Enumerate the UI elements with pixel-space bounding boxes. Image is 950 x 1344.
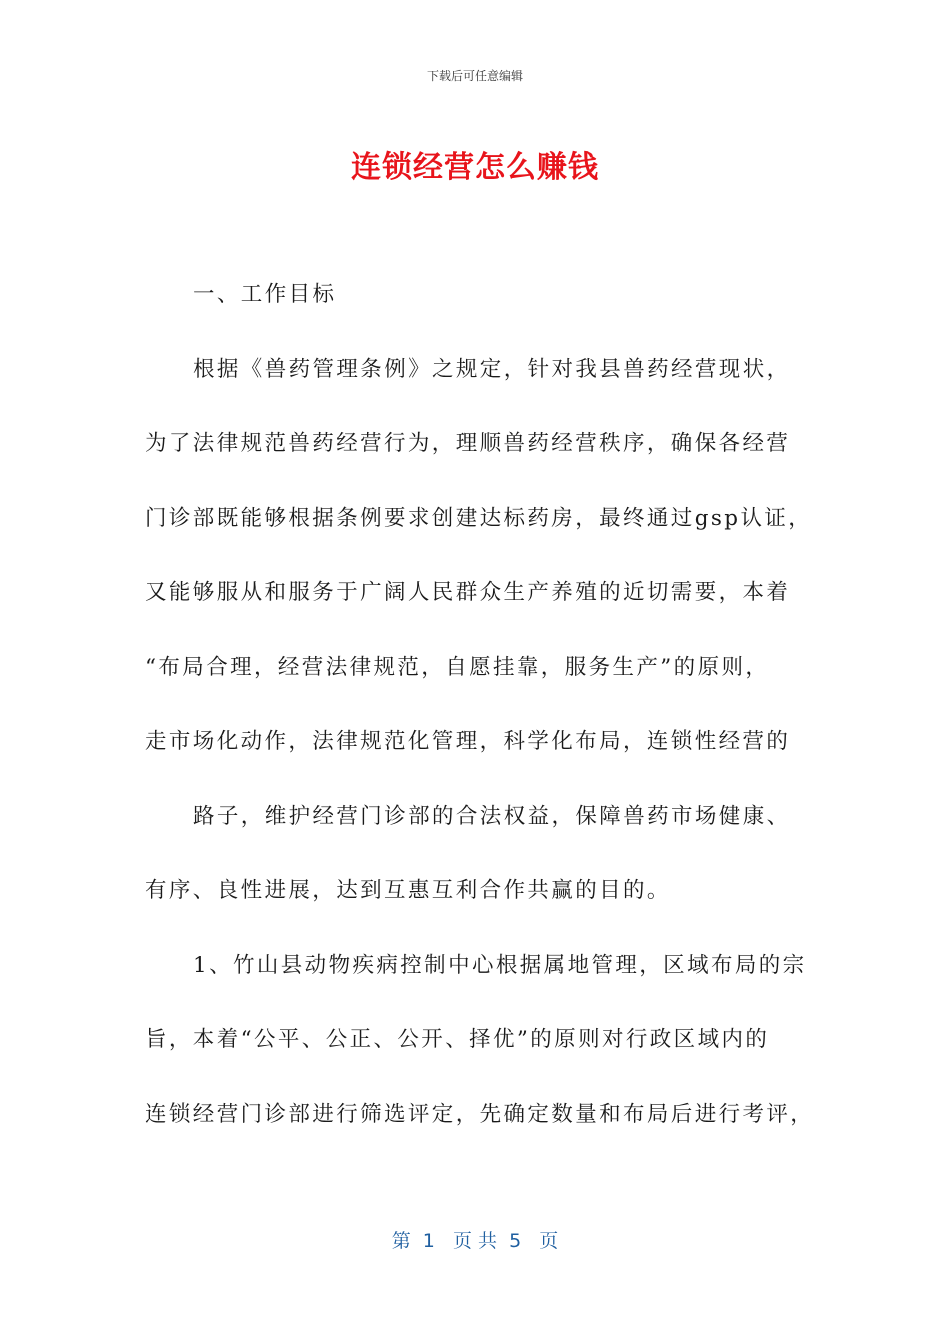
paragraph-line: 路子，维护经营门诊部的合法权益，保障兽药市场健康、 [193,803,791,829]
header-note: 下载后可任意编辑 [426,69,523,83]
paragraph-line: 连锁经营门诊部进行筛选评定，先确定数量和布局后进行考评， [145,1101,815,1127]
document-title: 连锁经营怎么赚钱 [351,150,599,185]
section-heading: 一、工作目标 [193,282,337,307]
paragraph-line: 旨，本着“公平、公正、公开、择优”的原则对行政区域内的 [145,1027,770,1052]
paragraph-line: 门诊部既能够根据条例要求创建达标药房，最终通过gsp认证， [145,505,813,531]
page-footer: 第 1 页 共 5 页 [391,1230,559,1252]
paragraph-line: 1、竹山县动物疾病控制中心根据属地管理，区域布局的宗 [193,952,807,978]
paragraph-line: 有序、良性进展，达到互惠互利合作共赢的目的。 [145,878,671,903]
paragraph-line: “布局合理，经营法律规范，自愿挂靠，服务生产”的原则， [145,654,770,680]
document-body [145,270,815,1164]
paragraph-line: 为了法律规范兽药经营行为，理顺兽药经营秩序，确保各经营 [145,431,791,456]
paragraph-line: 又能够服从和服务于广阔人民群众生产养殖的近切需要，本着 [145,580,791,605]
paragraph-line: 根据《兽药管理条例》之规定，针对我县兽药经营现状， [193,356,791,382]
paragraph-line: 走市场化动作，法律规范化管理，科学化布局，连锁性经营的 [145,729,791,754]
